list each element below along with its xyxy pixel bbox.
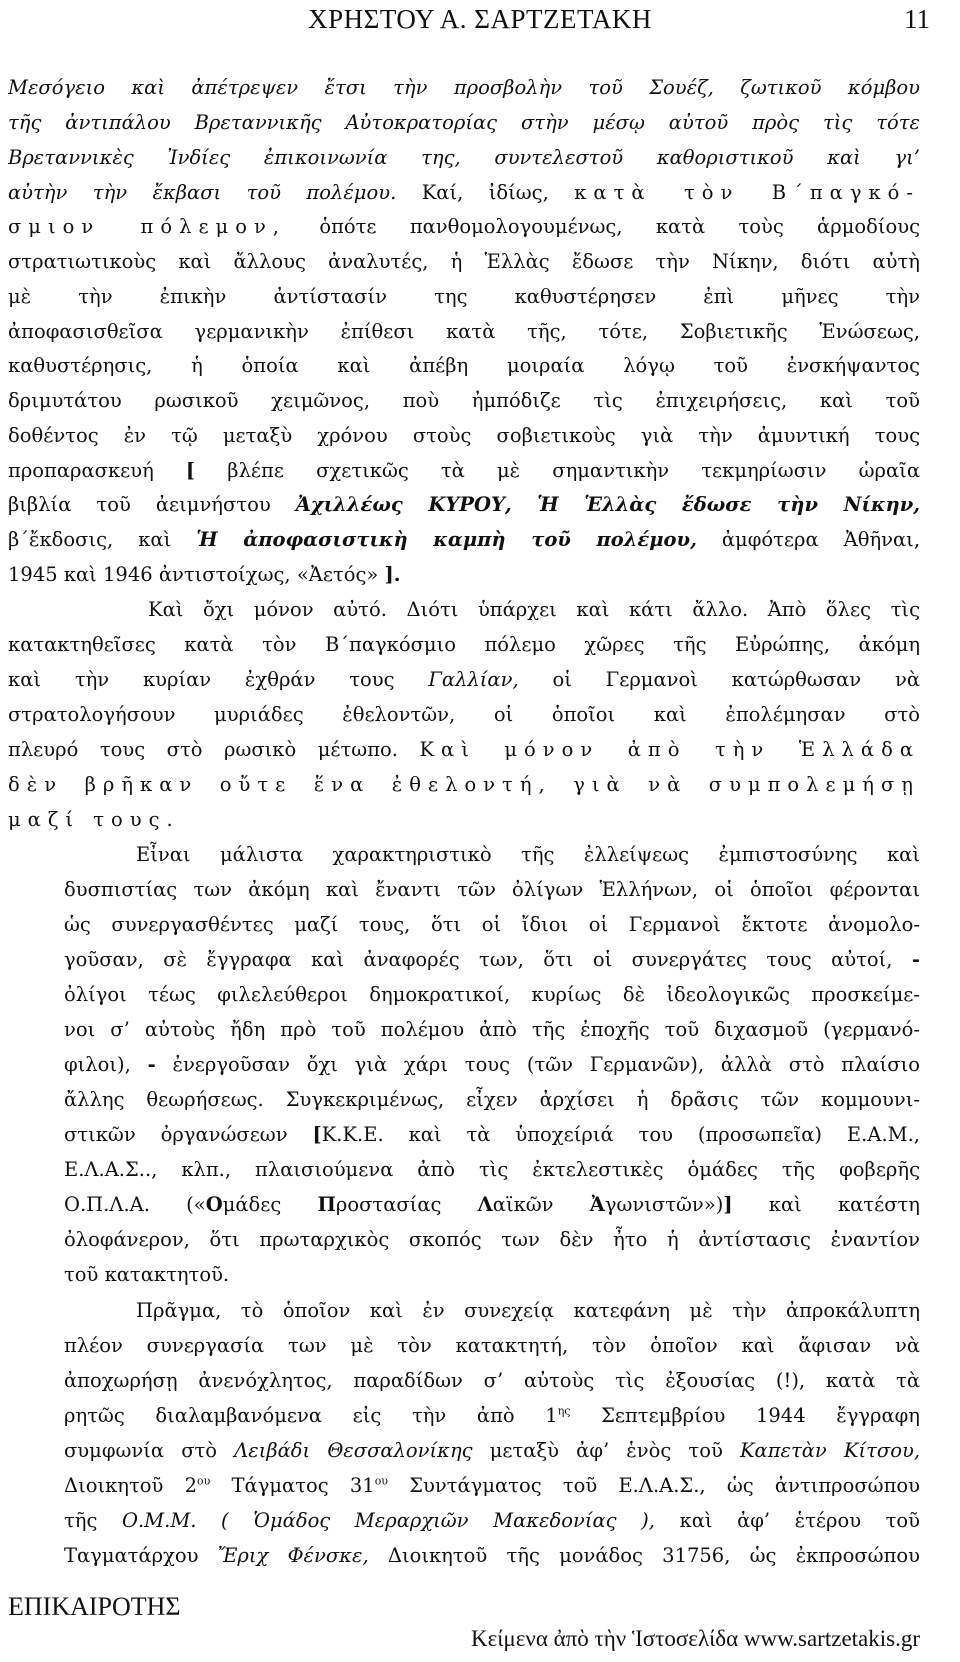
text-span: Σεπτεμβρίου 1944 ἔγγραφη bbox=[570, 1404, 920, 1427]
footer-source: Κείμενα ἀπὸ τὴν Ἱστοσελίδα www.sartzetakis.gr bbox=[470, 1626, 920, 1651]
text-line bbox=[64, 1045, 920, 1085]
text-span: Συντάγματος τοῦ Ε.Λ.Α.Σ., ὡς ἀντιπροσώπου bbox=[388, 1474, 920, 1497]
text-span: ὁπότε πανθομολογουμένως, κατὰ τοὺς ἁρμοδίους bbox=[319, 215, 920, 238]
text-line bbox=[64, 1501, 920, 1541]
superscript: ου bbox=[374, 1474, 388, 1488]
text-span: φιλοι), bbox=[64, 1053, 131, 1076]
text-span: Ο.Π.Λ.Α. (« bbox=[64, 1193, 206, 1216]
page-number: 11 bbox=[904, 4, 930, 34]
initial: Π bbox=[317, 1193, 336, 1216]
text-line bbox=[64, 1431, 920, 1471]
text-span: Τάγματος 31 bbox=[210, 1474, 375, 1497]
text-line: ἀποχωρήσῃ ἀνενόχλητος, παραδίδων σ’ αὐτοὺς τὶς ἐξουσίας (!), κατὰ τὰ bbox=[64, 1369, 920, 1392]
page-header-title: ΧΡΗΣΤΟΥ Α. ΣΑΡΤΖΕΤΑΚΗ bbox=[308, 4, 652, 34]
text-span: γωνιστῶν») bbox=[604, 1193, 724, 1216]
text-span: ρητῶς διαλαμβανόμενα εἰς τὴν ἀπὸ 1 bbox=[64, 1404, 558, 1427]
text-line bbox=[64, 1536, 920, 1576]
bracket: [ bbox=[185, 459, 196, 482]
superscript: ης bbox=[557, 1404, 571, 1418]
text-line: ἀποφασισθεῖσα γερμανικὴν ἐπίθεσι κατὰ τῆς, τότε, Σοβιετικῆς Ἑνώσεως, bbox=[8, 320, 920, 343]
text-span: μεταξὺ ἀφ’ ἑνὸς τοῦ bbox=[489, 1439, 723, 1462]
text-line: κατακτηθεῖσες κατὰ τὸν Β΄παγκόσμιο πόλεμο χῶρες τῆς Εὐρώπης, ἀκόμη bbox=[8, 633, 920, 656]
text-span: μάδες bbox=[222, 1193, 318, 1216]
dash: - bbox=[911, 948, 920, 971]
spaced-line: μαζί τους. bbox=[8, 808, 180, 831]
text-line: δοθέντος ἐν τῷ μεταξὺ χρόνου στοὺς σοβιετικοὺς γιὰ τὴν ἀμυντική τους bbox=[8, 424, 920, 447]
text-span: Κ.Κ.Ε. καὶ τὰ ὑποχείριά του (προσωπεῖα) Ε.Α.Μ., bbox=[321, 1123, 920, 1146]
person-name: Ἔριχ Φένσκε, bbox=[217, 1544, 369, 1567]
text-line: Καὶ ὄχι μόνον αὐτό. Διότι ὑπάρχει καὶ κάτι ἄλλο. Ἀπὸ ὅλες τὶς bbox=[148, 598, 920, 621]
text-line bbox=[64, 1466, 920, 1506]
text-span: γοῦσαν, σὲ ἔγγραφα καὶ ἀναφορές των, ὅτι οἱ συνεργάτες τους αὐτοί, bbox=[64, 948, 893, 971]
text-line: μὲ τὴν ἐπικὴν ἀντίστασίν της καθυστέρησεν ἐπὶ μῆνες τὴν bbox=[8, 285, 920, 308]
text-line: Βρεταννικὲς Ἰνδίες ἐπικοινωνία της, συντελεστοῦ καθοριστικοῦ καὶ γι’ bbox=[8, 146, 920, 169]
place-name: Λειβάδι Θεσσαλονίκης bbox=[234, 1439, 473, 1462]
dash: - bbox=[147, 1053, 156, 1076]
bracket: [ bbox=[312, 1123, 322, 1146]
person-name: Καπετὰν Κίτσου, bbox=[739, 1439, 920, 1462]
text-span: β΄ἔκδοσις, καὶ bbox=[8, 528, 172, 551]
spaced-line: δὲν βρῆκαν οὔτε ἕνα ἐθελοντή, γιὰ νὰ συμπολεμήσῃ bbox=[8, 773, 920, 796]
text-span: ροστασίας bbox=[335, 1193, 478, 1216]
text-line: στρατολογήσουν μυριάδες ἐθελοντῶν, οἱ ὁποῖοι καὶ ἐπολέμησαν στὸ bbox=[8, 703, 920, 726]
text-span: προπαρασκευή bbox=[8, 459, 154, 482]
text-line bbox=[8, 485, 920, 525]
book-title: Ἡ ἀποφασιστικὴ καμπὴ τοῦ πολέμου, bbox=[196, 528, 697, 551]
text-span: βλέπε σχετικῶς τὰ μὲ σημαντικὴν τεκμηρίωσιν ὡραῖα bbox=[227, 459, 920, 482]
initial: Λ bbox=[477, 1193, 493, 1216]
text-line: ὡς συνεργασθέντες μαζί τους, ὅτι οἱ ἴδιοι οἱ Γερμανοὶ ἔκτοτε ἀνομολο- bbox=[64, 913, 920, 936]
text-span: Καί, ἰδίως, bbox=[421, 181, 549, 204]
text-line: Εἶναι μάλιστα χαρακτηριστικὸ τῆς ἐλλείψεως ἐμπιστοσύνης καὶ bbox=[136, 843, 920, 866]
text-line bbox=[8, 660, 920, 700]
spaced-text: κατὰ τὸν Β΄παγκό- bbox=[574, 181, 920, 204]
text-line: Πρᾶγμα, τὸ ὁποῖον καὶ ἐν συνεχείᾳ κατεφάνη μὲ τὴν ἀπροκάλυπτη bbox=[136, 1299, 920, 1322]
text-span: πλευρό τους στὸ ρωσικὸ μέτωπο. bbox=[8, 738, 398, 761]
text-span: αὐτὴν τὴν ἔκβασι τοῦ πολέμου. bbox=[8, 181, 397, 204]
text-span: Ταγματάρχου bbox=[64, 1544, 199, 1567]
text-span: καὶ ἀφ’ ἑτέρου τοῦ bbox=[679, 1509, 920, 1532]
text-line bbox=[64, 940, 920, 980]
text-line: ὀλοφάνερον, ὅτι πρωταρχικὸς σκοπός των δὲν ἦτο ἡ ἀντίστασις ἐναντίον bbox=[64, 1228, 920, 1251]
text-span: Γαλλίαν, bbox=[428, 668, 519, 691]
text-span: καὶ τὴν κυρίαν ἐχθράν τους bbox=[8, 668, 395, 691]
text-line bbox=[8, 207, 920, 247]
footer-title: ΕΠΙΚΑΙΡΟΤΗΣ bbox=[8, 1592, 181, 1621]
text-span: Διοικητοῦ τῆς μονάδος 31756, ὡς ἐκπροσώπου bbox=[387, 1544, 920, 1567]
text-line: Ε.Λ.Α.Σ.., κλπ., πλαισιούμενα ἀπὸ τὶς ἐκτελεστικὲς ὁμάδες τῆς φοβερῆς bbox=[64, 1158, 920, 1181]
text-span: ἀμφότερα Ἀθῆναι, bbox=[721, 528, 920, 551]
text-line: Μεσόγειο καὶ ἀπέτρεψεν ἔτσι τὴν προσβολὴν τοῦ Σουέζ, ζωτικοῦ κόμβου bbox=[8, 76, 920, 99]
text-line: καθυστέρησις, ἡ ὁποία καὶ ἀπέβη μοιραία λόγῳ τοῦ ἐνσκήψαντος bbox=[8, 354, 920, 377]
bracket: ] bbox=[723, 1193, 733, 1216]
text-line bbox=[8, 520, 920, 560]
book-title: Ἀχιλλέως ΚΥΡΟΥ, Ἡ Ἑλλὰς ἔδωσε τὴν Νίκην, bbox=[295, 493, 920, 516]
text-line: τῆς ἀντιπάλου Βρεταννικῆς Αὐτοκρατορίας στὴν μέσῳ αὐτοῦ πρὸς τὶς τότε bbox=[8, 111, 920, 134]
text-span: τῆς bbox=[64, 1509, 98, 1532]
spaced-text: Καὶ μόνον ἀπὸ τὴν Ἑλλάδα bbox=[419, 738, 920, 761]
text-span: Διοικητοῦ 2 bbox=[64, 1474, 197, 1497]
initial: Ο bbox=[205, 1193, 223, 1216]
text-line bbox=[64, 1396, 920, 1436]
text-line bbox=[8, 555, 920, 595]
text-line: πλέον συνεργασία των μὲ τὸν κατακτητή, τὸν ὁποῖον καὶ ἄφισαν νὰ bbox=[64, 1334, 920, 1357]
text-span: ἐνεργοῦσαν ὄχι γιὰ χάρι τους (τῶν Γερμανῶν), ἀλλὰ στὸ πλαίσιο bbox=[172, 1053, 920, 1076]
text-line: δυσπιστίας των ἀκόμη καὶ ἔναντι τῶν ὀλίγων Ἑλλήνων, οἱ ὁποῖοι φέρονται bbox=[64, 878, 920, 901]
text-line: ἄλλης θεωρήσεως. Συγκεκριμένως, εἶχεν ἀρχίσει ἡ δρᾶσις τῶν κομμουνι- bbox=[64, 1088, 920, 1111]
text-line: τοῦ κατακτητοῦ. bbox=[64, 1263, 230, 1286]
text-span: συμφωνία στὸ bbox=[64, 1439, 218, 1462]
text-line: στρατιωτικοὺς καὶ ἄλλους ἀναλυτές, ἡ Ἑλλὰς ἔδωσε τὴν Νίκην, διότι αὐτὴ bbox=[8, 250, 920, 273]
text-line: δριμυτάτου ρωσικοῦ χειμῶνος, ποὺ ἠμπόδιζε τὶς ἐπιχειρήσεις, καὶ τοῦ bbox=[8, 389, 920, 412]
superscript: ου bbox=[197, 1474, 211, 1488]
text-span: οἱ Γερμανοὶ κατώρθωσαν νὰ bbox=[552, 668, 920, 691]
text-span: 1945 καὶ 1946 ἀντιστοίχως, «Ἀετός» bbox=[8, 563, 379, 586]
text-span: στικῶν ὀργανώσεων bbox=[64, 1123, 288, 1146]
org-name: Ο.Μ.Μ. ( Ὁμάδος Μεραρχιῶν Μακεδονίας ), bbox=[121, 1509, 655, 1532]
text-line bbox=[64, 1115, 920, 1155]
initial: Ἀ bbox=[589, 1193, 605, 1216]
text-line: ὀλίγοι τέως φιλελεύθεροι δημοκρατικοί, κυρίως δὲ ἰδεολογικῶς προσκείμε- bbox=[64, 983, 920, 1006]
text-span: καὶ κατέστη bbox=[732, 1193, 920, 1216]
text-span: βιβλία τοῦ ἀειμνήστου bbox=[8, 493, 271, 516]
text-span: αϊκῶν bbox=[492, 1193, 590, 1216]
bracket: ]. bbox=[384, 563, 401, 586]
text-line bbox=[64, 1185, 920, 1225]
spaced-text: σμιον πόλεμον, bbox=[8, 215, 287, 238]
text-line bbox=[8, 730, 920, 770]
text-line: νοι σ’ αὐτοὺς ἤδη πρὸ τοῦ πολέμου ἀπὸ τῆς ἐποχῆς τοῦ διχασμοῦ (γερμανό- bbox=[64, 1018, 920, 1041]
